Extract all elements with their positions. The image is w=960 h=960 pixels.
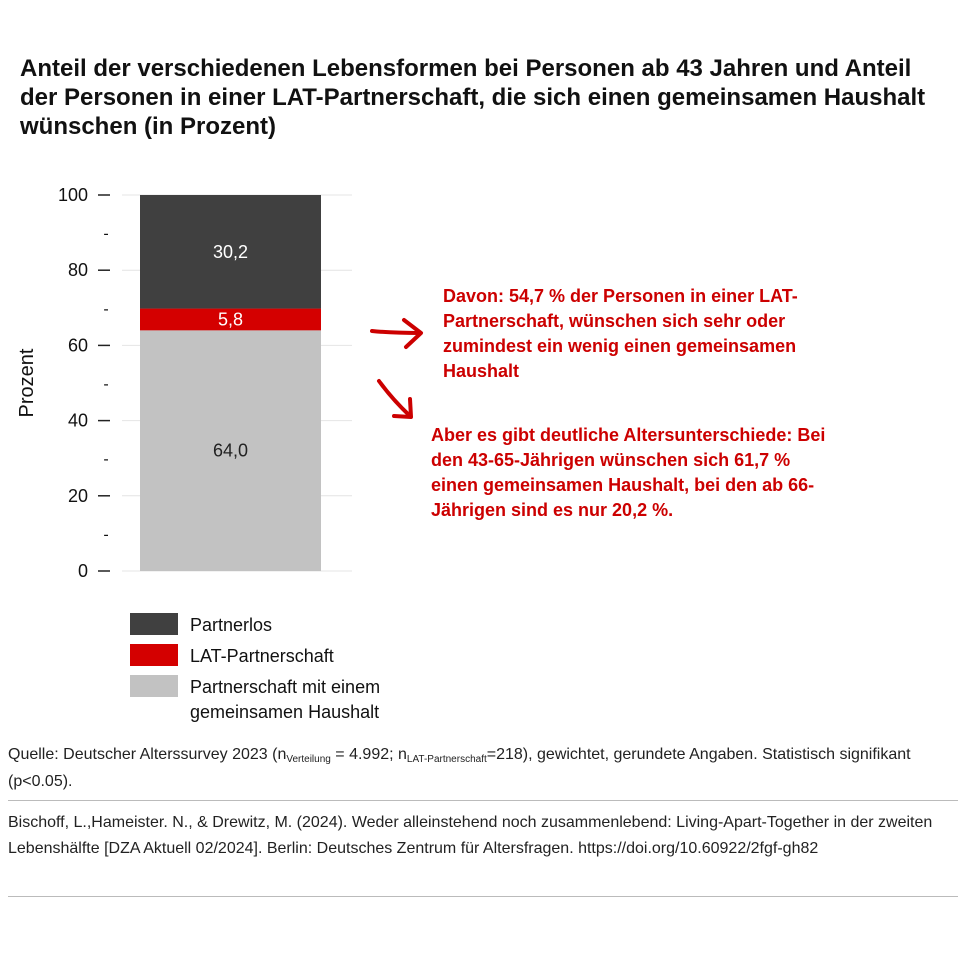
divider-top xyxy=(8,800,958,801)
y-minor-tick: - xyxy=(103,225,109,243)
legend-swatch-lat-partnerschaft xyxy=(130,644,178,666)
stacked-bar-chart xyxy=(0,170,460,730)
data-label-partnerschaft-mit-einem-gemeinsamen-haushalt: 64,0 xyxy=(212,440,249,461)
source-prefix: Quelle: Deutscher Alterssurvey 2023 (n xyxy=(8,746,287,763)
legend-swatch-partnerlos xyxy=(130,613,178,635)
legend-swatch-partnerschaft-mit-einem-gemeinsamen-haushalt xyxy=(130,675,178,697)
data-label-partnerlos: 30,2 xyxy=(212,241,249,262)
data-label-lat-partnerschaft: 5,8 xyxy=(217,309,244,330)
arrow-right-shaft xyxy=(372,331,420,333)
source-note xyxy=(8,744,952,793)
y-axis-label: Prozent xyxy=(16,348,38,418)
y-tick-label: 40 xyxy=(67,410,88,431)
callout-age-differences: Aber es gibt deutliche Altersunterschiede: Bei den 43-65-Jährigen wünschen sich 61,7 % einen gemeinsamen Haushalt, bei den ab 66-Jährigen sind es nur 20,2 %. xyxy=(431,425,826,520)
y-tick-label: 20 xyxy=(67,485,88,506)
callout-lat-wish: Davon: 54,7 % der Personen in einer LAT-Partnerschaft, wünschen sich sehr oder zumindest ein wenig einen gemeinsamen Haushalt xyxy=(443,286,798,381)
legend-label-lat-partnerschaft: LAT-Partnerschaft xyxy=(190,646,334,666)
y-tick-label: 100 xyxy=(57,185,88,205)
y-minor-tick: - xyxy=(103,376,109,393)
y-minor-tick: - xyxy=(103,300,109,318)
y-tick-label: 80 xyxy=(67,260,88,281)
legend-label-partnerschaft-mit-einem-gemeinsamen-haushalt: Partnerschaft mit einem xyxy=(190,677,381,697)
y-tick-label: 60 xyxy=(67,335,88,356)
divider-bottom xyxy=(8,896,958,897)
legend-label-partnerlos: Partnerlos xyxy=(190,615,273,635)
y-tick-label: 0 xyxy=(77,561,88,581)
citation: Bischoff, L.,Hameister. N., & Drewitz, M. (2024). Weder alleinstehend noch zusammenlebend: Living-Apart-Together in der zweiten Lebenshälfte [DZA Aktuell 02/2024]. Berlin: Deutsches Zentrum für Altersfragen. https://doi.org/10.60922/2fgf-gh82 xyxy=(8,814,933,857)
source-suffix: =218), gewichtet, gerundete Angaben. Statistisch signifikant (p<0.05). xyxy=(8,746,911,790)
y-minor-tick: - xyxy=(103,526,109,544)
chart-title: Anteil der verschiedenen Lebensformen bei Personen ab 43 Jahren und Anteil der Personen in einer LAT-Partnerschaft, die sich einen gemeinsamen Haushalt wünschen (in Prozent) xyxy=(20,55,926,140)
source-sub-lat: LAT-Partnerschaft xyxy=(406,754,487,765)
source-mid: = 4.992; n xyxy=(330,746,407,763)
source-sub-verteilung: Verteilung xyxy=(286,754,331,765)
legend-label-partnerschaft-mit-einem-gemeinsamen-haushalt: gemeinsamen Haushalt xyxy=(190,702,380,722)
y-minor-tick: - xyxy=(103,451,109,469)
arrow-down-shaft xyxy=(379,381,410,416)
